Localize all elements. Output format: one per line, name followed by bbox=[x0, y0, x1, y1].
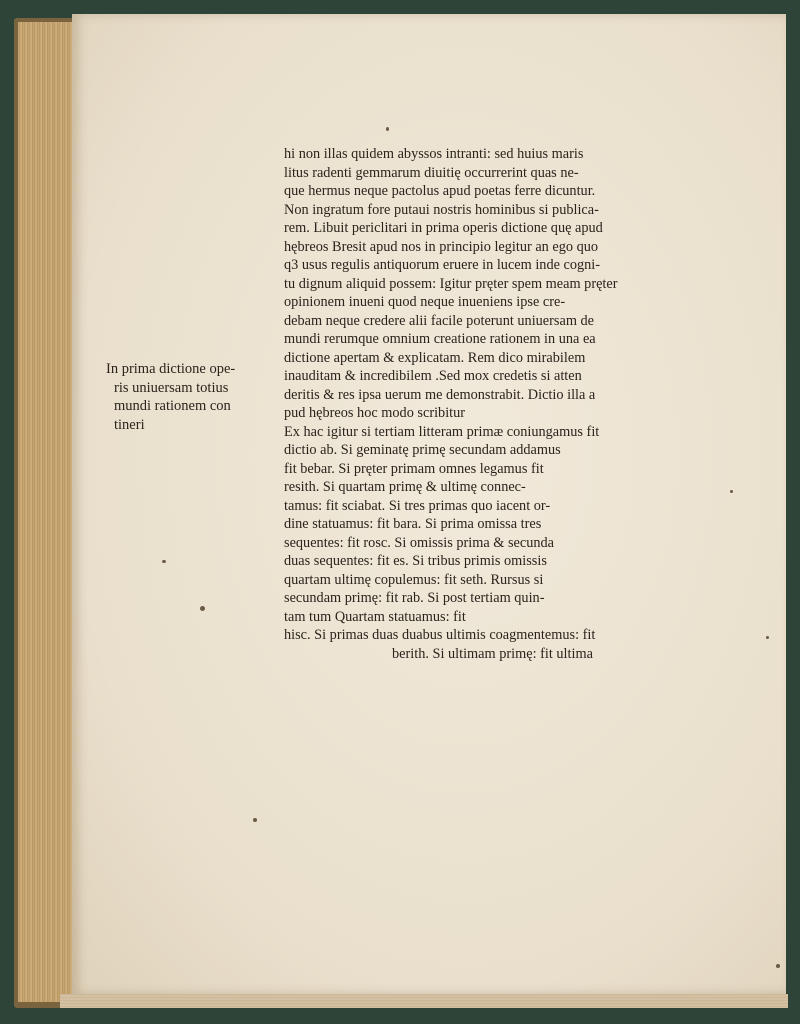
text-line: hębreos Bresit apud nos in principio legitur an ego quo bbox=[284, 238, 599, 255]
text-line: q3 usus regulis antiquorum eruere in lucem inde cogni- bbox=[284, 257, 601, 273]
text-line: hisc. Si primas duas duabus ultimis coagmentemus: fit bbox=[284, 627, 596, 643]
text-line: secundam primę: fit rab. Si post tertiam quin- bbox=[284, 590, 545, 606]
text-line: dictione apertam & explicatam. Rem dico mirabilem bbox=[284, 349, 586, 366]
margin-note-line: mundi rationem con bbox=[114, 398, 231, 414]
text-line: Non ingratum fore putaui nostris hominibus si publica- bbox=[284, 201, 599, 218]
page-speck bbox=[162, 560, 166, 563]
page-speck bbox=[253, 818, 257, 822]
text-line: tam tum Quartam statuamus: fit bbox=[284, 608, 466, 625]
text-line: sequentes: fit rosc. Si omissis prima & secunda bbox=[284, 534, 555, 551]
text-line-span: tu dignum aliquid possem: Igitur pręter spem meam pręter opinionem inueni quod neque inueniens ipse cre- bbox=[284, 275, 618, 310]
text-line: mundi rerumque omnium creatione rationem in una ea bbox=[284, 331, 596, 347]
margin-note-line: ris uniuersam totius bbox=[114, 379, 229, 396]
bottom-page-edges bbox=[60, 994, 788, 1008]
text-line: deritis & res ipsa uerum me demonstrabit. Dictio illa a bbox=[284, 386, 596, 403]
show-through-text-left bbox=[96, 480, 266, 498]
text-line: quartam ultimę copulemus: fit seth. Rursus si bbox=[284, 571, 544, 588]
text-line: que hermus neque pactolus apud poetas ferre dicuntur. bbox=[284, 183, 596, 199]
page-speck bbox=[766, 636, 769, 639]
text-line: litus radenti gemmarum diuitię occurrerint quas ne- bbox=[284, 164, 579, 181]
text-line: Ex hac igitur si tertiam litteram primæ coniungamus fit bbox=[284, 423, 600, 440]
text-line: rem. Libuit periclitari in prima operis dictione quę apud bbox=[284, 220, 603, 236]
text-line: pud hębreos hoc modo scribitur bbox=[284, 405, 466, 421]
text-line: inauditam & incredibilem .Sed mox credetis si atten bbox=[284, 368, 582, 384]
text-line bbox=[284, 275, 678, 312]
page-edges bbox=[18, 22, 79, 1002]
text-line: dictio ab. Si geminatę primę secundam addamus bbox=[284, 442, 561, 458]
text-line: tamus: fit sciabat. Si tres primas quo iacent or- bbox=[284, 497, 551, 514]
text-line: dine statuamus: fit bara. Si prima omissa tres bbox=[284, 516, 542, 532]
margin-note-line: tineri bbox=[114, 416, 145, 433]
text-line: berith. Si ultimam primę: fit ultima bbox=[392, 645, 593, 662]
text-line: hi non illas quidem abyssos intranti: sed huius maris bbox=[284, 146, 584, 162]
text-line: resith. Si quartam primę & ultimę connec- bbox=[284, 479, 526, 495]
page-speck bbox=[386, 127, 389, 131]
marginal-note bbox=[106, 360, 278, 434]
margin-note-line: In prima dictione ope- bbox=[106, 361, 236, 377]
text-line: fit bebar. Si pręter primam omnes legamus fit bbox=[284, 460, 544, 477]
page-speck bbox=[776, 964, 780, 968]
page-speck bbox=[730, 490, 733, 493]
page-speck bbox=[200, 606, 205, 611]
main-text-block bbox=[284, 145, 678, 663]
text-line: duas sequentes: fit es. Si tribus primis omissis bbox=[284, 553, 547, 569]
text-line: debam neque credere alii facile poterunt uniuersam de bbox=[284, 312, 595, 329]
